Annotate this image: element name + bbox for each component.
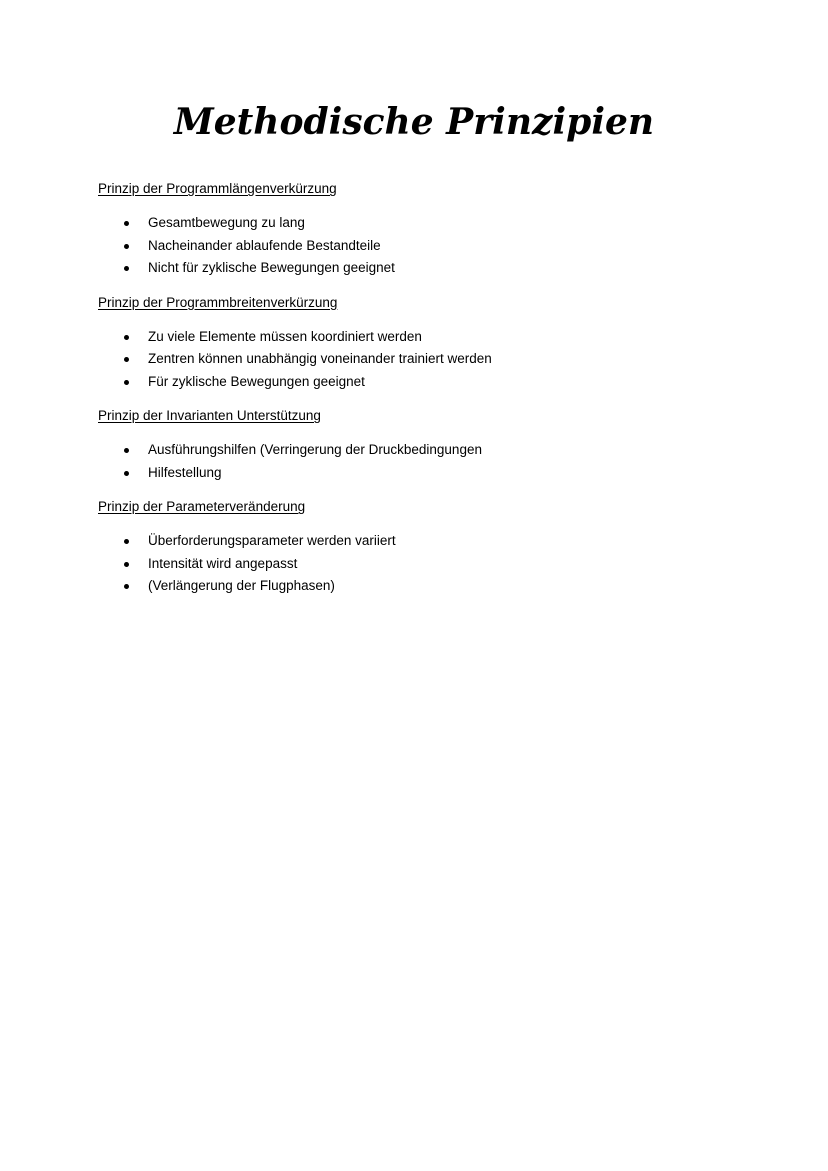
list-item-text: Nicht für zyklische Bewegungen geeignet bbox=[148, 260, 395, 275]
list-item-text: Zu viele Elemente müssen koordiniert werden bbox=[148, 328, 422, 344]
bullet-list bbox=[98, 439, 738, 484]
section-programmlaengenverkuerzung bbox=[98, 178, 738, 280]
list-item-text: Ausführungshilfen (Verringerung der Druckbedingungen bbox=[148, 442, 482, 457]
list-item bbox=[98, 212, 738, 235]
list-item-text: Intensität wird angepasst bbox=[148, 555, 298, 571]
list-item bbox=[98, 371, 738, 394]
list-item-text: Zentren können unabhängig voneinander trainiert werden bbox=[148, 351, 492, 366]
list-item-text: Überforderungsparameter werden variiert bbox=[148, 533, 396, 548]
list-item-text: Nacheinander ablaufende Bestandteile bbox=[148, 237, 381, 253]
bullet-list bbox=[98, 326, 738, 394]
list-item bbox=[98, 553, 738, 576]
list-item bbox=[98, 462, 738, 485]
bullet-icon bbox=[124, 357, 129, 362]
bullet-icon bbox=[124, 244, 129, 249]
page-title: Methodische Prinzipien bbox=[173, 101, 655, 143]
list-item-text: (Verlängerung der Flugphasen) bbox=[148, 578, 335, 593]
list-item-text: Hilfestellung bbox=[148, 464, 222, 480]
section-parameterveraenderung bbox=[98, 496, 738, 598]
document-content bbox=[98, 178, 738, 610]
bullet-icon bbox=[124, 562, 129, 567]
list-item bbox=[98, 257, 738, 280]
section-heading: Prinzip der Programmbreitenverkürzung bbox=[98, 294, 338, 310]
list-item bbox=[98, 575, 738, 598]
section-programmbreitenverkuerzung bbox=[98, 292, 738, 394]
section-heading: Prinzip der Programmlängenverkürzung bbox=[98, 181, 337, 196]
section-heading: Prinzip der Parameterveränderung bbox=[98, 499, 306, 514]
bullet-list bbox=[98, 212, 738, 280]
bullet-icon bbox=[124, 266, 129, 271]
list-item bbox=[98, 439, 738, 462]
bullet-list bbox=[98, 530, 738, 598]
list-item bbox=[98, 348, 738, 371]
list-item-text: Gesamtbewegung zu lang bbox=[148, 215, 305, 230]
list-item bbox=[98, 235, 738, 258]
section-invariante-unterstuetzung bbox=[98, 405, 738, 484]
bullet-icon bbox=[124, 584, 129, 589]
list-item-text: Für zyklische Bewegungen geeignet bbox=[148, 373, 365, 389]
bullet-icon bbox=[124, 380, 129, 385]
bullet-icon bbox=[124, 539, 129, 544]
bullet-icon bbox=[124, 221, 129, 226]
list-item bbox=[98, 326, 738, 349]
bullet-icon bbox=[124, 471, 129, 476]
bullet-icon bbox=[124, 448, 129, 453]
bullet-icon bbox=[124, 335, 129, 340]
section-heading: Prinzip der Invarianten Unterstützung bbox=[98, 408, 321, 423]
list-item bbox=[98, 530, 738, 553]
